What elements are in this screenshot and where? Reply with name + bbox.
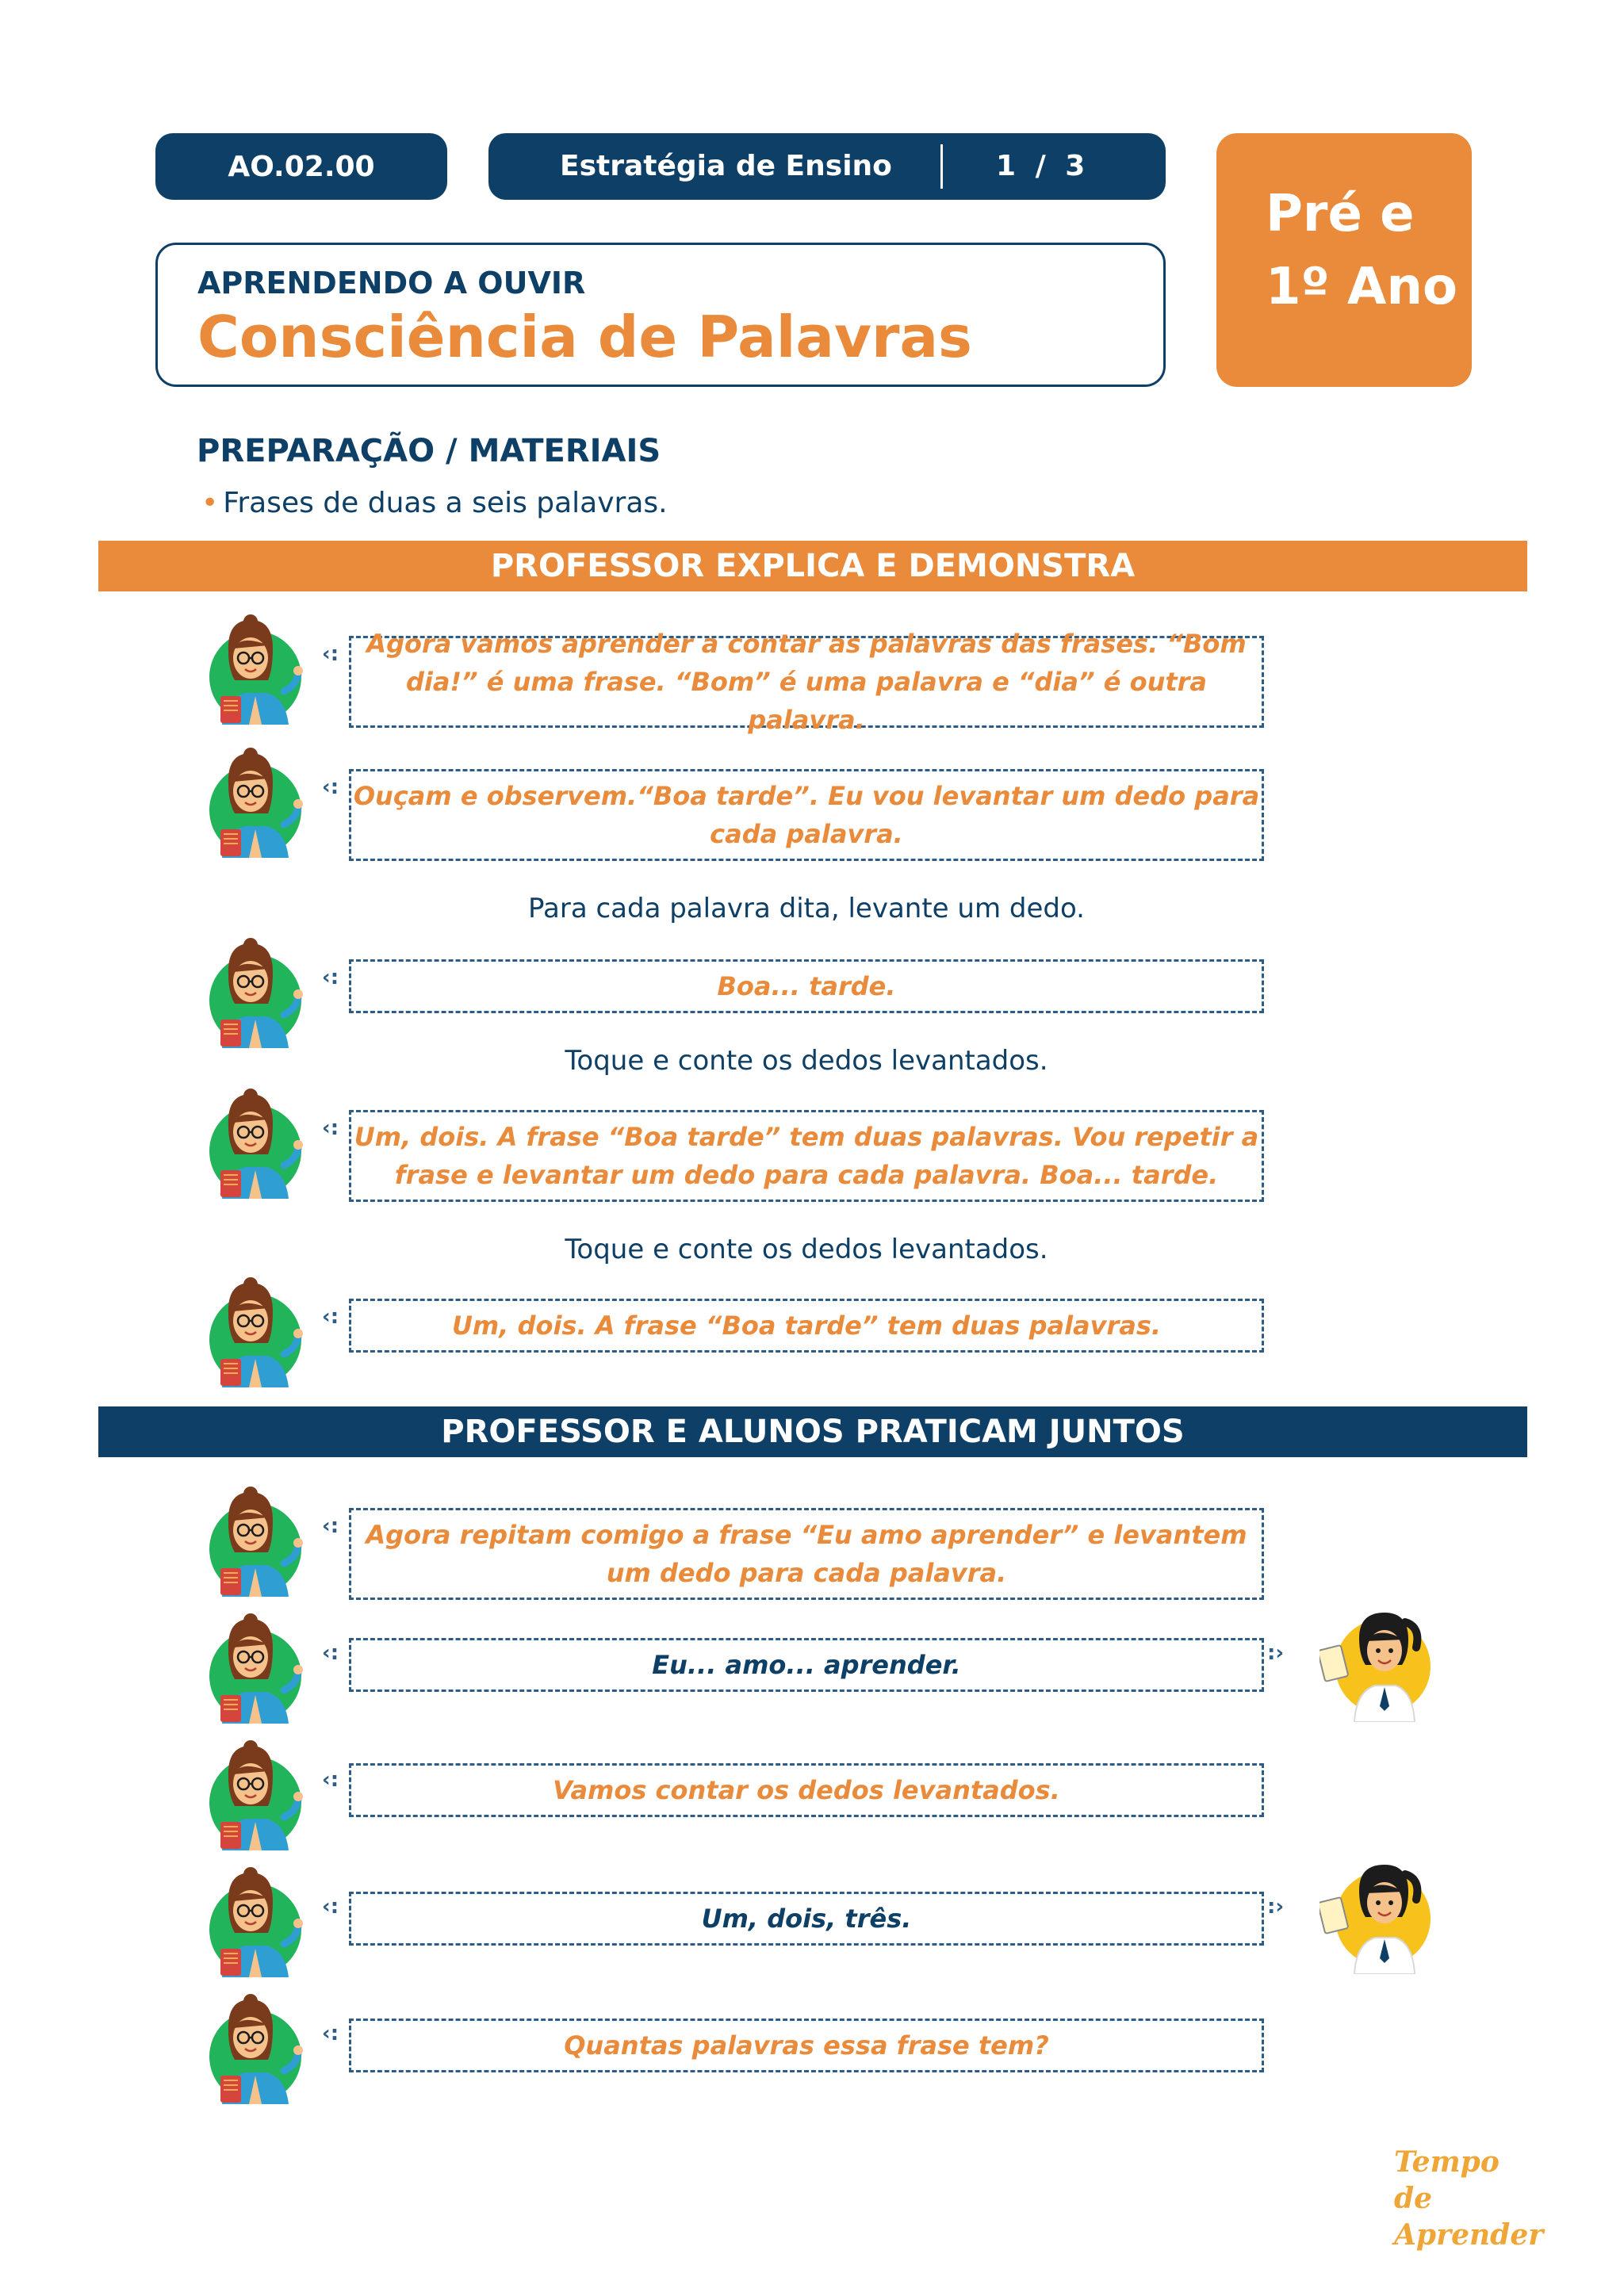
teacher-speech-bubble: Um, dois. A frase “Boa tarde” tem duas palavras. Vou repetir a frase e levantar um dedo para cada palavra. Boa... tarde.: [349, 1110, 1264, 1202]
teacher-avatar-icon: [200, 1486, 304, 1597]
strategy-label: Estratégia de Ensino: [560, 150, 892, 182]
teacher-avatar-icon: [200, 1993, 304, 2104]
preparation-heading: PREPARAÇÃO / MATERIAIS: [197, 433, 661, 469]
teacher-avatar-icon: [200, 1088, 304, 1199]
speech-tail-icon: :›: [1267, 1641, 1285, 1665]
teacher-speech-bubble: Vamos contar os dedos levantados.: [349, 1763, 1264, 1817]
teacher-speech-bubble: Agora repitam comigo a frase “Eu amo aprender” e levantem um dedo para cada palavra.: [349, 1508, 1264, 1600]
instruction-text: Para cada palavra dita, levante um dedo.: [528, 893, 1085, 924]
teacher-avatar-icon: [200, 1739, 304, 1850]
speech-tail-icon: ‹:: [322, 775, 339, 799]
speech-tail-icon: ‹:: [322, 642, 339, 666]
speech-tail-icon: ‹:: [322, 1895, 339, 1919]
teacher-avatar-icon: [200, 1613, 304, 1724]
grade-badge: [1216, 133, 1472, 387]
teacher-speech-bubble: Um, dois. A frase “Boa tarde” tem duas palavras.: [349, 1299, 1264, 1353]
speech-tail-icon: ‹:: [322, 1768, 339, 1792]
badge-divider: [940, 144, 943, 189]
speech-tail-icon: :›: [1267, 1895, 1285, 1919]
preparation-item: [201, 487, 668, 519]
activity-code-badge: [155, 133, 447, 200]
teacher-avatar-icon: [200, 747, 304, 858]
speech-tail-icon: ‹:: [322, 2022, 339, 2045]
activity-code: AO.02.00: [228, 150, 375, 183]
instruction-text: Toque e conte os dedos levantados.: [565, 1234, 1048, 1265]
logo-line-1: Tempo de: [1394, 2145, 1500, 2215]
teacher-speech-bubble: Ouçam e observem.“Boa tarde”. Eu vou levantar um dedo para cada palavra.: [349, 769, 1264, 861]
teacher-speech-bubble: Quantas palavras essa frase tem?: [349, 2019, 1264, 2072]
speech-tail-icon: ‹:: [322, 1305, 339, 1329]
group-speech-bubble: Um, dois, três.: [349, 1892, 1264, 1946]
teacher-avatar-icon: [200, 937, 304, 1048]
teacher-avatar-icon: [200, 614, 304, 725]
strategy-badge: [488, 133, 1166, 200]
teacher-speech-bubble: Agora vamos aprender a contar as palavras das frases. “Bom dia!” é uma frase. “Bom” é uma palavra e “dia” é outra palavra.: [349, 636, 1264, 728]
grade-line-2: 1º Ano: [1266, 258, 1457, 316]
teacher-avatar-icon: [200, 1276, 304, 1387]
brand-logo: [1394, 2144, 1544, 2253]
student-avatar-icon: [1320, 1855, 1438, 1974]
section-heading-explain: PROFESSOR EXPLICA E DEMONSTRA: [98, 541, 1527, 591]
teacher-speech-bubble: Boa... tarde.: [349, 959, 1264, 1013]
speech-tail-icon: ‹:: [322, 1641, 339, 1665]
speech-tail-icon: ‹:: [322, 966, 339, 989]
student-avatar-icon: [1320, 1603, 1438, 1722]
teacher-avatar-icon: [200, 1866, 304, 1977]
page-title: Consciência de Palavras: [197, 304, 972, 370]
page-subtitle: APRENDENDO A OUVIR: [197, 266, 586, 300]
speech-tail-icon: ‹:: [322, 1514, 339, 1538]
grade-line-1: Pré e: [1266, 185, 1415, 243]
bullet-icon: •: [201, 487, 219, 519]
section-heading-practice: PROFESSOR E ALUNOS PRATICAM JUNTOS: [98, 1406, 1527, 1457]
title-box: [155, 243, 1166, 387]
preparation-item-text: Frases de duas a seis palavras.: [223, 487, 668, 519]
group-speech-bubble: Eu... amo... aprender.: [349, 1638, 1264, 1692]
instruction-text: Toque e conte os dedos levantados.: [565, 1045, 1048, 1077]
page-indicator: 1 / 3: [996, 150, 1090, 182]
speech-tail-icon: ‹:: [322, 1116, 339, 1140]
logo-line-2: Aprender: [1394, 2218, 1544, 2252]
